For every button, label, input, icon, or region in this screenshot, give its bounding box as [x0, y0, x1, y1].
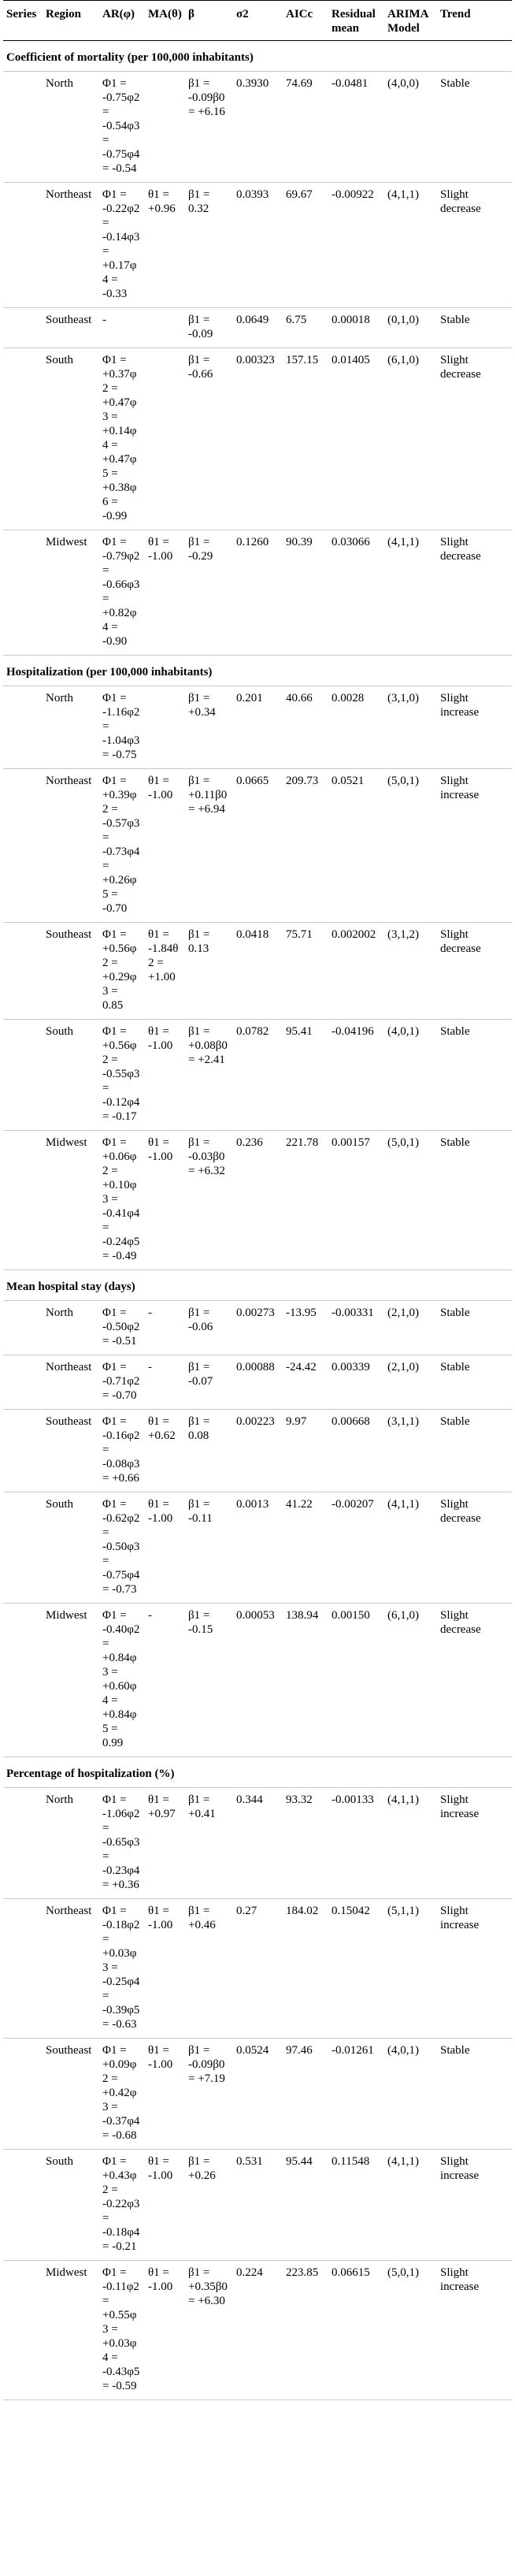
cell-arima-model: (4,0,1)	[384, 2039, 437, 2150]
cell-series	[3, 308, 43, 348]
cell-aicc: 41.22	[283, 1492, 328, 1604]
cell-residual-mean: 0.00339	[328, 1355, 384, 1410]
cell-ma-coefficients: θ1 = -1.00	[145, 530, 185, 656]
cell-beta-coefficients: β1 = 0.32	[185, 183, 233, 308]
cell-trend: Stable	[437, 1131, 512, 1270]
cell-sigma2: 0.3930	[233, 72, 283, 183]
cell-ar-coefficients: Φ1 = -0.16φ2 = -0.08φ3 = +0.66	[99, 1410, 145, 1492]
cell-arima-model: (0,1,0)	[384, 308, 437, 348]
cell-region: South	[43, 348, 99, 530]
cell-trend: Slight increase	[437, 686, 512, 769]
cell-sigma2: 0.0524	[233, 2039, 283, 2150]
cell-ma-coefficients	[145, 686, 185, 769]
cell-sigma2: 0.00088	[233, 1355, 283, 1410]
cell-region: Midwest	[43, 1604, 99, 1757]
cell-residual-mean: -0.00922	[328, 183, 384, 308]
cell-series	[3, 348, 43, 530]
cell-ar-coefficients: Φ1 = +0.56φ2 = -0.55φ3 = -0.12φ4 = -0.17	[99, 1020, 145, 1131]
cell-sigma2: 0.0393	[233, 183, 283, 308]
cell-ma-coefficients: θ1 = -1.00	[145, 2261, 185, 2400]
cell-residual-mean: 0.0521	[328, 769, 384, 923]
cell-aicc: 209.73	[283, 769, 328, 923]
cell-aicc: 184.02	[283, 1899, 328, 2039]
cell-trend: Stable	[437, 72, 512, 183]
cell-trend: Slight increase	[437, 2261, 512, 2400]
cell-ar-coefficients: Φ1 = -0.79φ2 = -0.66φ3 = +0.82φ4 = -0.90	[99, 530, 145, 656]
cell-trend: Slight decrease	[437, 348, 512, 530]
cell-ar-coefficients: Φ1 = -0.50φ2 = -0.51	[99, 1301, 145, 1355]
table-row	[3, 1899, 512, 2039]
cell-trend: Slight decrease	[437, 183, 512, 308]
cell-residual-mean: -0.00331	[328, 1301, 384, 1355]
cell-arima-model: (6,1,0)	[384, 348, 437, 530]
cell-sigma2: 0.0418	[233, 923, 283, 1020]
cell-ma-coefficients: θ1 = -1.00	[145, 1899, 185, 2039]
cell-series	[3, 1492, 43, 1604]
cell-aicc: 223.85	[283, 2261, 328, 2400]
cell-region: North	[43, 1301, 99, 1355]
cell-ma-coefficients: θ1 = +0.97	[145, 1788, 185, 1899]
cell-trend: Slight increase	[437, 1788, 512, 1899]
section-title: Coefficient of mortality (per 100,000 inhabitants)	[3, 41, 512, 72]
section-header-row	[3, 1270, 512, 1301]
cell-sigma2: 0.236	[233, 1131, 283, 1270]
cell-arima-model: (2,1,0)	[384, 1301, 437, 1355]
cell-aicc: -13.95	[283, 1301, 328, 1355]
header-row	[3, 1, 512, 41]
cell-ar-coefficients: Φ1 = -1.06φ2 = -0.65φ3 = -0.23φ4 = +0.36	[99, 1788, 145, 1899]
cell-aicc: 69.67	[283, 183, 328, 308]
cell-sigma2: 0.00053	[233, 1604, 283, 1757]
section-header-row	[3, 41, 512, 72]
cell-aicc: 6.75	[283, 308, 328, 348]
cell-ma-coefficients: θ1 = -1.00	[145, 1492, 185, 1604]
table-row	[3, 1020, 512, 1131]
cell-region: Midwest	[43, 1131, 99, 1270]
cell-arima-model: (3,1,1)	[384, 1410, 437, 1492]
cell-aicc: 75.71	[283, 923, 328, 1020]
cell-arima-model: (5,0,1)	[384, 1131, 437, 1270]
cell-arima-model: (4,1,1)	[384, 530, 437, 656]
table-row	[3, 308, 512, 348]
cell-trend: Stable	[437, 1020, 512, 1131]
cell-series	[3, 72, 43, 183]
cell-residual-mean: 0.00018	[328, 308, 384, 348]
cell-ma-coefficients: -	[145, 1604, 185, 1757]
cell-residual-mean: -0.04196	[328, 1020, 384, 1131]
cell-series	[3, 183, 43, 308]
cell-ma-coefficients: θ1 = -1.00	[145, 1020, 185, 1131]
table-row	[3, 72, 512, 183]
cell-series	[3, 1604, 43, 1757]
cell-aicc: 40.66	[283, 686, 328, 769]
cell-region: South	[43, 2150, 99, 2261]
cell-arima-model: (4,0,1)	[384, 1020, 437, 1131]
cell-ar-coefficients: Φ1 = -1.16φ2 = -1.04φ3 = -0.75	[99, 686, 145, 769]
table-row	[3, 1492, 512, 1604]
cell-series	[3, 1355, 43, 1410]
cell-ar-coefficients: Φ1 = -0.18φ2 = +0.03φ3 = -0.25φ4 = -0.39φ5 = -0.63	[99, 1899, 145, 2039]
table-row	[3, 923, 512, 1020]
cell-sigma2: 0.1260	[233, 530, 283, 656]
cell-series	[3, 2261, 43, 2400]
cell-ar-coefficients: Φ1 = +0.56φ2 = +0.29φ3 = 0.85	[99, 923, 145, 1020]
cell-ar-coefficients: Φ1 = +0.06φ2 = +0.10φ3 = -0.41φ4 = -0.24φ5 = -0.49	[99, 1131, 145, 1270]
cell-ar-coefficients: Φ1 = +0.37φ2 = +0.47φ3 = +0.14φ4 = +0.47φ5 = +0.38φ6 = -0.99	[99, 348, 145, 530]
cell-sigma2: 0.531	[233, 2150, 283, 2261]
cell-region: Midwest	[43, 2261, 99, 2400]
cell-residual-mean: -0.00207	[328, 1492, 384, 1604]
cell-ma-coefficients: θ1 = -1.00	[145, 2039, 185, 2150]
cell-residual-mean: 0.002002	[328, 923, 384, 1020]
cell-aicc: 95.41	[283, 1020, 328, 1131]
cell-residual-mean: 0.11548	[328, 2150, 384, 2261]
cell-residual-mean: -0.01261	[328, 2039, 384, 2150]
cell-arima-model: (5,1,1)	[384, 1899, 437, 2039]
cell-aicc: 95.44	[283, 2150, 328, 2261]
cell-region: Midwest	[43, 530, 99, 656]
cell-sigma2: 0.00223	[233, 1410, 283, 1492]
table-row	[3, 2039, 512, 2150]
cell-arima-model: (3,1,0)	[384, 686, 437, 769]
arima-results-table	[3, 0, 512, 2400]
cell-region: Northeast	[43, 1899, 99, 2039]
cell-region: North	[43, 686, 99, 769]
cell-ar-coefficients: Φ1 = -0.40φ2 = +0.84φ3 = +0.60φ4 = +0.84φ5 = 0.99	[99, 1604, 145, 1757]
cell-sigma2: 0.27	[233, 1899, 283, 2039]
cell-sigma2: 0.0665	[233, 769, 283, 923]
cell-beta-coefficients: β1 = +0.11β0 = +6.94	[185, 769, 233, 923]
cell-trend: Stable	[437, 1355, 512, 1410]
table-row	[3, 1355, 512, 1410]
cell-beta-coefficients: β1 = +0.08β0 = +2.41	[185, 1020, 233, 1131]
cell-ma-coefficients: -	[145, 1355, 185, 1410]
cell-arima-model: (4,1,1)	[384, 1788, 437, 1899]
section-header-row	[3, 656, 512, 686]
cell-arima-model: (5,0,1)	[384, 2261, 437, 2400]
cell-series	[3, 923, 43, 1020]
cell-aicc: 90.39	[283, 530, 328, 656]
cell-beta-coefficients: β1 = -0.15	[185, 1604, 233, 1757]
cell-beta-coefficients: β1 = -0.09β0 = +7.19	[185, 2039, 233, 2150]
cell-trend: Stable	[437, 308, 512, 348]
cell-ar-coefficients: Φ1 = -0.75φ2 = -0.54φ3 = -0.75φ4 = -0.54	[99, 72, 145, 183]
cell-ma-coefficients: θ1 = +0.96	[145, 183, 185, 308]
cell-ar-coefficients: Φ1 = +0.39φ2 = -0.57φ3 = -0.73φ4 = +0.26φ5 = -0.70	[99, 769, 145, 923]
section-title: Mean hospital stay (days)	[3, 1270, 512, 1301]
header-arima-model: ARIMA Model	[384, 1, 437, 41]
cell-trend: Slight decrease	[437, 530, 512, 656]
cell-ma-coefficients: θ1 = -1.00	[145, 1131, 185, 1270]
table-row	[3, 183, 512, 308]
cell-beta-coefficients: β1 = -0.66	[185, 348, 233, 530]
cell-region: South	[43, 1020, 99, 1131]
cell-ma-coefficients	[145, 348, 185, 530]
cell-aicc: 9.97	[283, 1410, 328, 1492]
cell-residual-mean: 0.00150	[328, 1604, 384, 1757]
section-title: Hospitalization (per 100,000 inhabitants)	[3, 656, 512, 686]
cell-sigma2: 0.0649	[233, 308, 283, 348]
cell-beta-coefficients: β1 = -0.11	[185, 1492, 233, 1604]
table-row	[3, 348, 512, 530]
cell-trend: Slight increase	[437, 2150, 512, 2261]
cell-beta-coefficients: β1 = 0.13	[185, 923, 233, 1020]
cell-trend: Slight increase	[437, 769, 512, 923]
cell-region: Northeast	[43, 769, 99, 923]
cell-aicc: 74.69	[283, 72, 328, 183]
cell-region: North	[43, 72, 99, 183]
table-row	[3, 686, 512, 769]
section-title: Percentage of hospitalization (%)	[3, 1757, 512, 1788]
cell-ar-coefficients: Φ1 = -0.11φ2 = +0.55φ3 = +0.03φ4 = -0.43φ5 = -0.59	[99, 2261, 145, 2400]
cell-residual-mean: 0.01405	[328, 348, 384, 530]
cell-beta-coefficients: β1 = +0.26	[185, 2150, 233, 2261]
cell-beta-coefficients: β1 = +0.35β0 = +6.30	[185, 2261, 233, 2400]
cell-ar-coefficients: Φ1 = +0.09φ2 = +0.42φ3 = -0.37φ4 = -0.68	[99, 2039, 145, 2150]
cell-residual-mean: -0.0481	[328, 72, 384, 183]
cell-ar-coefficients: Φ1 = -0.71φ2 = -0.70	[99, 1355, 145, 1410]
cell-beta-coefficients: β1 = -0.29	[185, 530, 233, 656]
cell-series	[3, 686, 43, 769]
cell-ma-coefficients	[145, 308, 185, 348]
table-row	[3, 2261, 512, 2400]
table-row	[3, 1410, 512, 1492]
cell-trend: Slight increase	[437, 1899, 512, 2039]
cell-ma-coefficients: θ1 = -1.84θ2 = +1.00	[145, 923, 185, 1020]
cell-series	[3, 530, 43, 656]
cell-sigma2: 0.224	[233, 2261, 283, 2400]
cell-trend: Stable	[437, 1410, 512, 1492]
section-header-row	[3, 1757, 512, 1788]
cell-ma-coefficients: θ1 = -1.00	[145, 769, 185, 923]
cell-ma-coefficients	[145, 72, 185, 183]
cell-series	[3, 1899, 43, 2039]
cell-series	[3, 1301, 43, 1355]
cell-trend: Slight decrease	[437, 923, 512, 1020]
cell-series	[3, 769, 43, 923]
table-row	[3, 2150, 512, 2261]
cell-aicc: 138.94	[283, 1604, 328, 1757]
cell-beta-coefficients: β1 = -0.09	[185, 308, 233, 348]
cell-region: Northeast	[43, 1355, 99, 1410]
cell-ma-coefficients: -	[145, 1301, 185, 1355]
cell-beta-coefficients: β1 = -0.09β0 = +6.16	[185, 72, 233, 183]
header-region: Region	[43, 1, 99, 41]
cell-series	[3, 1788, 43, 1899]
cell-series	[3, 1410, 43, 1492]
table-row	[3, 769, 512, 923]
table-row	[3, 530, 512, 656]
header-series: Series	[3, 1, 43, 41]
cell-residual-mean: 0.03066	[328, 530, 384, 656]
cell-residual-mean: 0.0028	[328, 686, 384, 769]
cell-residual-mean: 0.00668	[328, 1410, 384, 1492]
cell-beta-coefficients: β1 = -0.06	[185, 1301, 233, 1355]
cell-series	[3, 1020, 43, 1131]
header-ar: AR(φ)	[99, 1, 145, 41]
cell-sigma2: 0.344	[233, 1788, 283, 1899]
cell-ar-coefficients: Φ1 = -0.62φ2 = -0.50φ3 = -0.75φ4 = -0.73	[99, 1492, 145, 1604]
cell-beta-coefficients: β1 = -0.03β0 = +6.32	[185, 1131, 233, 1270]
cell-region: Southeast	[43, 308, 99, 348]
cell-arima-model: (6,1,0)	[384, 1604, 437, 1757]
cell-residual-mean: -0.00133	[328, 1788, 384, 1899]
cell-beta-coefficients: β1 = +0.46	[185, 1899, 233, 2039]
cell-trend: Slight decrease	[437, 1492, 512, 1604]
cell-arima-model: (2,1,0)	[384, 1355, 437, 1410]
cell-ma-coefficients: θ1 = +0.62	[145, 1410, 185, 1492]
cell-region: Southeast	[43, 1410, 99, 1492]
cell-arima-model: (3,1,2)	[384, 923, 437, 1020]
header-aicc: AICc	[283, 1, 328, 41]
cell-trend: Slight decrease	[437, 1604, 512, 1757]
cell-sigma2: 0.00273	[233, 1301, 283, 1355]
cell-ar-coefficients: Φ1 = -0.22φ2 = -0.14φ3 = +0.17φ4 = -0.33	[99, 183, 145, 308]
cell-aicc: 97.46	[283, 2039, 328, 2150]
cell-residual-mean: 0.06615	[328, 2261, 384, 2400]
header-trend: Trend	[437, 1, 512, 41]
cell-beta-coefficients: β1 = -0.07	[185, 1355, 233, 1410]
cell-ar-coefficients: Φ1 = +0.43φ2 = -0.22φ3 = -0.18φ4 = -0.21	[99, 2150, 145, 2261]
header-sigma2: σ2	[233, 1, 283, 41]
table-row	[3, 1604, 512, 1757]
cell-region: South	[43, 1492, 99, 1604]
cell-trend: Stable	[437, 1301, 512, 1355]
cell-ma-coefficients: θ1 = -1.00	[145, 2150, 185, 2261]
cell-series	[3, 1131, 43, 1270]
cell-beta-coefficients: β1 = +0.41	[185, 1788, 233, 1899]
cell-arima-model: (4,0,0)	[384, 72, 437, 183]
cell-sigma2: 0.201	[233, 686, 283, 769]
cell-sigma2: 0.00323	[233, 348, 283, 530]
table-row	[3, 1301, 512, 1355]
cell-beta-coefficients: β1 = +0.34	[185, 686, 233, 769]
cell-residual-mean: 0.15042	[328, 1899, 384, 2039]
cell-ar-coefficients: -	[99, 308, 145, 348]
cell-region: Southeast	[43, 923, 99, 1020]
cell-trend: Stable	[437, 2039, 512, 2150]
header-residual-mean: Residual mean	[328, 1, 384, 41]
header-ma: MA(θ)	[145, 1, 185, 41]
cell-region: Southeast	[43, 2039, 99, 2150]
cell-series	[3, 2150, 43, 2261]
header-beta: β	[185, 1, 233, 41]
cell-sigma2: 0.0013	[233, 1492, 283, 1604]
cell-arima-model: (4,1,1)	[384, 183, 437, 308]
cell-sigma2: 0.0782	[233, 1020, 283, 1131]
cell-beta-coefficients: β1 = 0.08	[185, 1410, 233, 1492]
table-row	[3, 1788, 512, 1899]
cell-arima-model: (4,1,1)	[384, 1492, 437, 1604]
cell-region: Northeast	[43, 183, 99, 308]
cell-region: North	[43, 1788, 99, 1899]
cell-aicc: 93.32	[283, 1788, 328, 1899]
cell-residual-mean: 0.00157	[328, 1131, 384, 1270]
cell-arima-model: (4,1,1)	[384, 2150, 437, 2261]
cell-aicc: 157.15	[283, 348, 328, 530]
cell-arima-model: (5,0,1)	[384, 769, 437, 923]
cell-series	[3, 2039, 43, 2150]
cell-aicc: 221.78	[283, 1131, 328, 1270]
cell-aicc: -24.42	[283, 1355, 328, 1410]
table-row	[3, 1131, 512, 1270]
